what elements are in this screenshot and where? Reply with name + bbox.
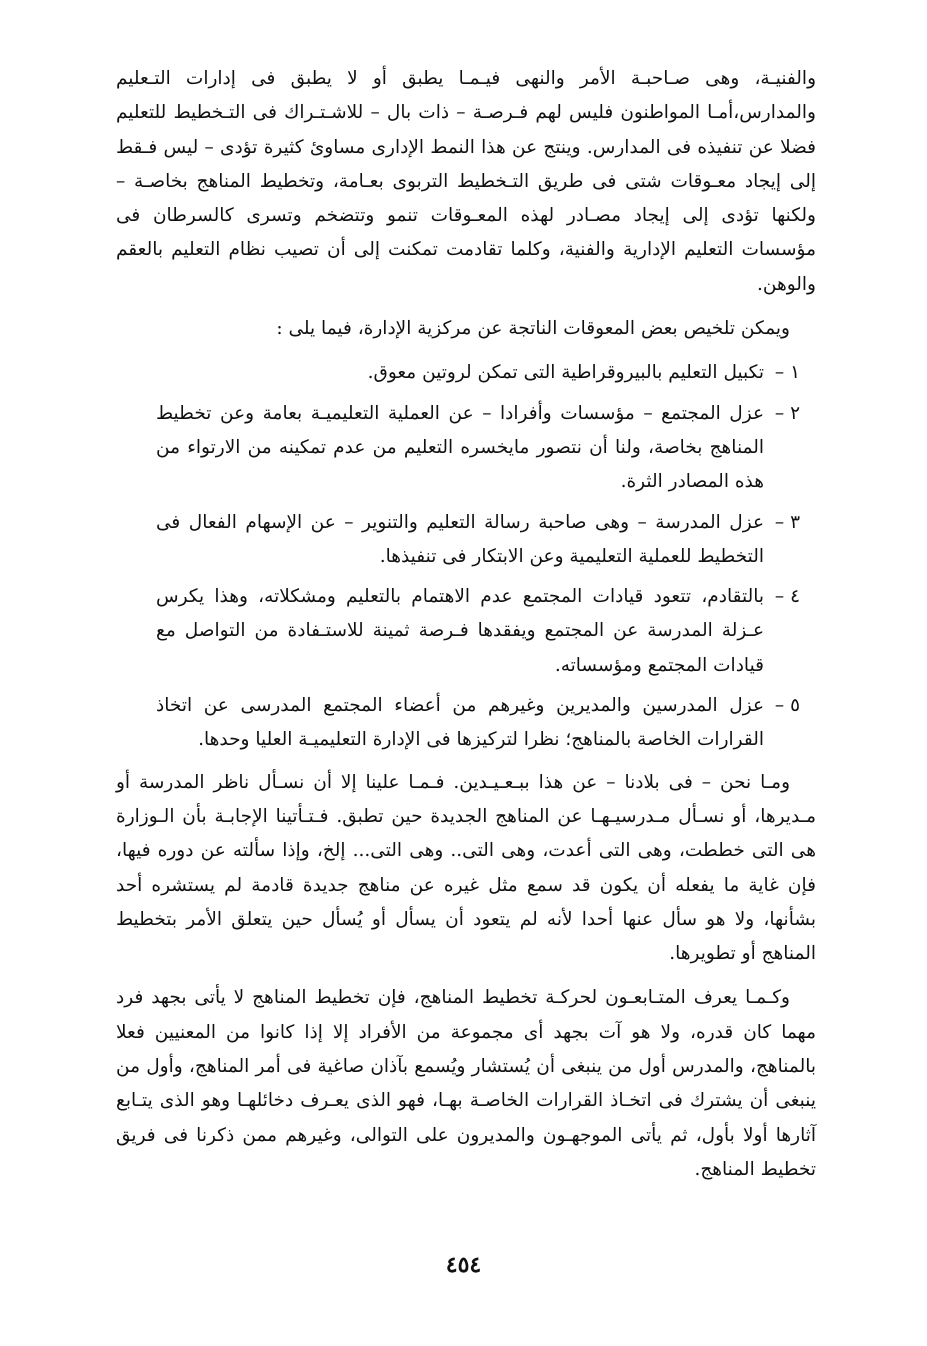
list-item-text: بالتقادم، تتعود قيادات المجتمع عدم الاهتمام بالتعليم ومشكلاته، وهذا يكرس عـزلة المدرسة عن المجتمع ويفقدها فـرصة ثمينة للاستـفادة من التواصل مع قيادات المجتمع ومؤسساته. bbox=[156, 586, 764, 676]
list-item-text: عزل المجتمع – مؤسسات وأفرادا – عن العملية التعليميـة بعامة وعن تخطيط المناهج بخاصة، ولنا أن نتصور مايخسره التعليم من عدم تمكينه من الارتواء من هذه المصادر الثرة. bbox=[156, 402, 764, 493]
list-item bbox=[116, 397, 816, 500]
paragraph-2: ومـا نحن – فى بلادنا – عن هذا ببـعـيـدين. فـمـا علينا إلا أن نسـأل ناظر المدرسة أو مـديرها، أو نسـأل مـدرسيـهـا عن المناهج الجديدة حين تطبق. فـتـأتينا الإجابـة بأن الـوزارة هى التى خططت، وهى التى أعدت، وهى التى.. وهى التى... إلخ، وإذا سألته عن دوره فيها، فإن غاية ما يفعله أن يكون قد سمع مثل غيره عن مناهج جديدة قادمة لم يستشره أحد بشأنها، ولا هو سأل عنها أحدا لأنه لم يتعود أن يسأل أو يُسأل حين يتعلق الأمر بتخطيط المناهج أو تطويرها. bbox=[116, 771, 816, 965]
list-item bbox=[116, 356, 816, 390]
list-item bbox=[116, 689, 816, 758]
paragraph-3: وكـمـا يعرف المتـابعـون لحركـة تخطيط المناهج، فإن تخطيط المناهج لا يأتى بجهد فرد مهما كان قدره، ولا هو آت بجهد أى مجموعة من الأفراد إلا إذا كانوا من المعنيين فعلا بالمناهج، والمدرس أول من ينبغى أن يُستشار ويُسمع بآذان صاغية فى أمر المناهج، وأول من ينبغى أن يشترك فى اتخـاذ القرارات الخاصـة بهـا، فهو الذى يعـرف دخائلهـا وهو الذى يتـابع آثارها أولا بأول، ثم يأتى الموجهـون والمديرون على التوالى، وغيرهم ممن ذكرنا فى فريق تخطيط المناهج. bbox=[116, 987, 816, 1180]
list-item-number: ٤ – bbox=[774, 586, 800, 608]
list-intro: ويمكن تلخيص بعض المعوقات الناتجة عن مركزية الإدارة، فيما يلى : bbox=[276, 318, 790, 340]
obstacles-list bbox=[116, 356, 816, 757]
list-item-number: ٢ – bbox=[774, 402, 800, 424]
list-item-number: ١ – bbox=[774, 362, 800, 384]
list-item-text: عزل المدرسة – وهى صاحبة رسالة التعليم والتنوير – عن الإسهام الفعال فى التخطيط للعملية التعليمية وعن الابتكار فى تنفيذها. bbox=[156, 511, 764, 567]
list-item bbox=[116, 506, 816, 575]
page-body bbox=[116, 62, 816, 1197]
page-number: ٤٥٤ bbox=[445, 1252, 482, 1278]
list-item-number: ٣ – bbox=[774, 511, 800, 533]
paragraph-1: والفنيـة، وهى صـاحبـة الأمر والنهى فيـمـا يطبق أو لا يطبق فى إدارات التـعليم والمدارس،أمـا المواطنون فليس لهم فـرصـة – ذات بال – للاشـتـراك فى التـخطيط للتعليم فضلا عن تنفيذه فى المدارس. وينتج عن هذا النمط الإدارى مساوئ كثيرة تؤدى – ليس فـقط إلى إيجاد معـوقات شتى فى طريق التـخطيط التربوى بعـامة، وتخطيط المناهج بخاصـة – ولكنها تؤدى إلى إيجاد مصـادر لهذه المعـوقات تنمو وتتضخم وتسرى كالسرطان فى مؤسسات التعليم الإدارية والفنية، وكلما تقادمت تمكنت إلى أن تصيب نظام التعليم بالعقم والوهن. bbox=[116, 68, 816, 295]
list-item-text: عزل المدرسين والمديرين وغيرهم من أعضاء المجتمع المدرسى عن اتخاذ القرارات الخاصة بالمناهج؛ نظرا لتركيزها فى الإدارة التعليميـة العليا وحدها. bbox=[156, 695, 764, 751]
list-item-text: تكبيل التعليم بالبيروقراطية التى تمكن لروتين معوق. bbox=[367, 362, 764, 384]
list-item-number: ٥ – bbox=[774, 695, 800, 717]
list-item bbox=[116, 580, 816, 683]
